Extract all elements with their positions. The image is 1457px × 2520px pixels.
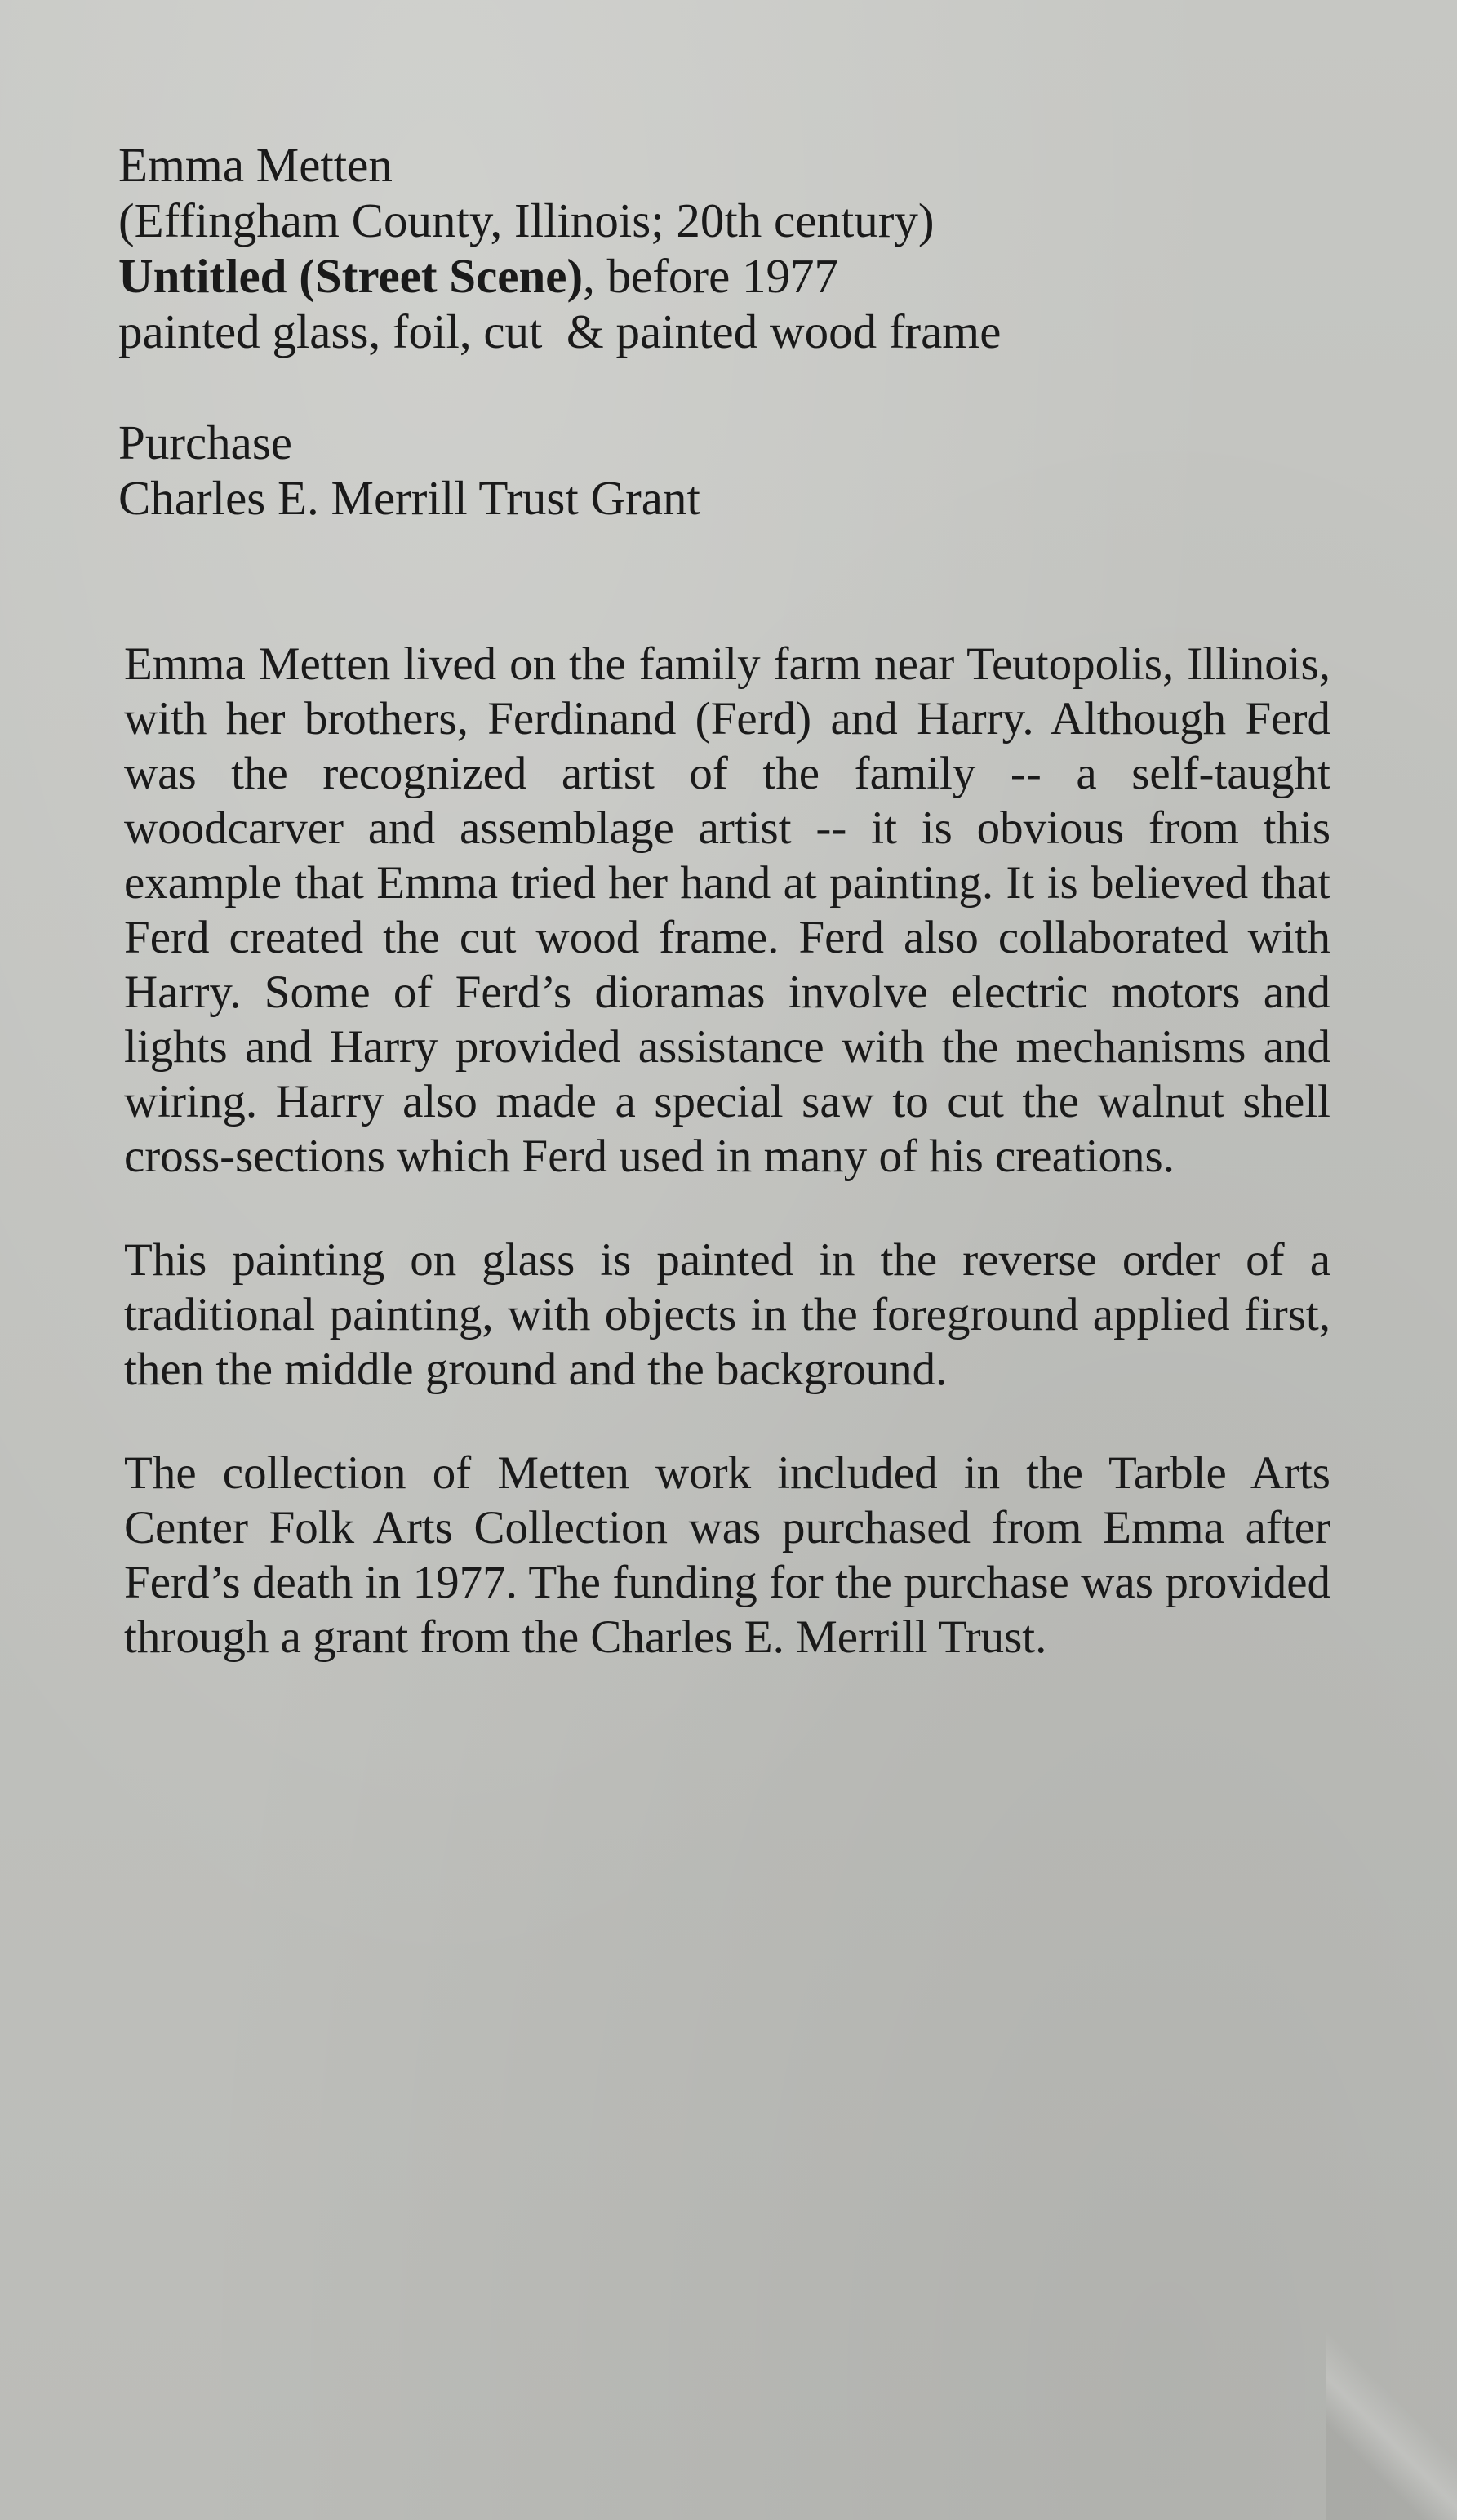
paragraph-biography: Emma Metten lived on the family farm near Teutopolis, Illinois, with her brothers, Ferdinand (Ferd) and Harry. Although Ferd was the recognized artist of the family -- a self-taught woodcarver and assemblage artist -- it is obvious from this example that Emma tried her hand at painting. It is believed that Ferd created the cut wood frame. Ferd also collaborated with Harry. Some of Ferd’s dioramas involve electric motors and lights and Harry provided assistance with the mechanisms and wiring. Harry also made a special saw to cut the walnut shell cross-sections which Ferd used in many of his creations. — [124, 638, 1330, 1182]
artwork-medium: painted glass, foil, cut & painted wood frame — [118, 304, 1002, 358]
paragraph-technique: This painting on glass is painted in the reverse order of a traditional painting, with objects in the foreground applied first, then the middle ground and the background. — [124, 1234, 1330, 1395]
artwork-title: Untitled (Street Scene) — [118, 249, 584, 303]
paragraph-provenance: The collection of Metten work included in the Tarble Arts Center Folk Arts Collection was purchased from Emma after Ferd’s death in 1977. The funding for the purchase was provided through a grant from the Charles E. Merrill Trust. — [124, 1447, 1330, 1663]
artist-origin: (Effingham County, Illinois; 20th century) — [118, 193, 935, 247]
paper-crease — [1326, 2332, 1457, 2520]
artist-name: Emma Metten — [118, 138, 393, 192]
artwork-title-line — [118, 248, 1343, 304]
label-body — [124, 637, 1330, 1713]
credit-line-2: Charles E. Merrill Trust Grant — [118, 471, 700, 525]
header-spacer — [118, 359, 1343, 415]
credit-line-1: Purchase — [118, 416, 292, 469]
artwork-header — [118, 137, 1343, 526]
artwork-date: , before 1977 — [583, 249, 839, 303]
